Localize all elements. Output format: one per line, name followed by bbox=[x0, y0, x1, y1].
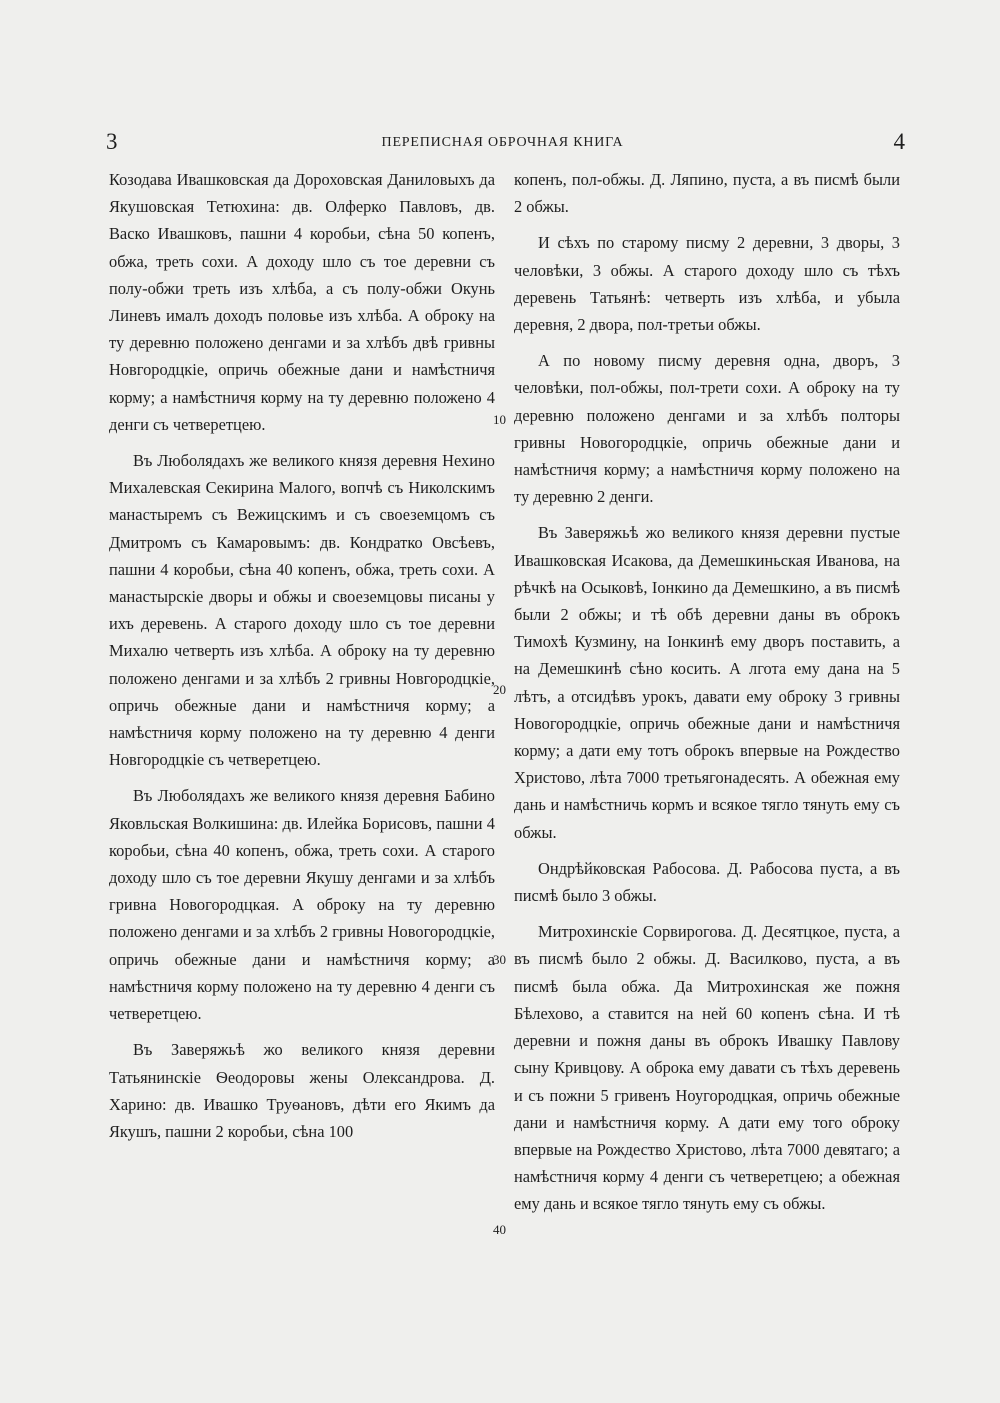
paragraph: Митрохинскіе Сорвирогова. Д. Десятцкое, пуста, а въ писмѣ было 2 обжы. Д. Василково, пуста, а въ писмѣ была обжа. Да Митрохинская же пожня Бѣлехово, а ставится на ней 60 копенъ сѣна. И тѣ деревни и пожня даны въ оброкъ Ивашку Павлову сыну Кривцову. А оброка ему давати съ тѣхъ деревень и съ пожни 5 гривенъ Ноугородцкая, опричь обежные дани и намѣстничя корму. А дати ему того оброку впервые на Рождество Христово, лѣта 7000 девятаго; а намѣстничя корму 4 денги съ четверетцею; а обежная ему дань и всякое тягло тянуть ему съ обжы. bbox=[514, 922, 900, 1214]
left-column bbox=[109, 166, 495, 1154]
page-number-right: 4 bbox=[893, 129, 905, 154]
page-number-left: 3 bbox=[106, 129, 118, 154]
line-number: 10 bbox=[493, 412, 506, 427]
running-title: ПЕРЕПИСНАЯ ОБРОЧНАЯ КНИГА bbox=[381, 135, 624, 150]
line-number: 30 bbox=[493, 952, 506, 967]
line-number: 20 bbox=[493, 682, 506, 697]
paragraph: Въ Заверяжьѣ жо великого князя деревни Татьянинскіе Ѳеодоровы жены Олександрова. Д. Харино: дв. Ивашко Труѳановъ, дѣти его Якимъ да Якушъ, пашни 2 коробьи, сѣна 100 bbox=[109, 1040, 495, 1141]
paragraph: Въ Заверяжьѣ жо великого князя деревни пустые Ивашковская Исакова, да Демешкиньская Иванова, на рѣчкѣ на Осыковѣ, Іонкино да Демешкино, а въ писмѣ были 2 обжы; и тѣ обѣ деревни даны въ оброкъ Тимохѣ Кузмину, на Іонкинѣ ему дворъ поставить, а на Демешкинѣ сѣно косить. А лгота ему дана на 5 лѣтъ, а отсидѣвъ урокъ, давати ему оброку 3 гривны Новогородцкіе, опричь обежные дани и намѣстничя корму; а дати ему тотъ оброкъ впервые на Рождество Христово, лѣта 7000 третьягонадесять. А обежная ему дань и намѣстничь кормъ и всякое тягло тянуть ему съ обжы. bbox=[514, 523, 900, 842]
right-column bbox=[514, 166, 900, 1227]
line-number: 40 bbox=[493, 1222, 506, 1237]
paragraph: копенъ, пол-обжы. Д. Ляпино, пуста, а въ писмѣ были 2 обжы. bbox=[514, 170, 900, 217]
paragraph: Ондрѣйковская Рабосова. Д. Рабосова пуста, а въ писмѣ было 3 обжы. bbox=[514, 858, 900, 906]
paragraph: Въ Люболядахъ же великого князя деревня Бабино Яковльская Волкишина: дв. Илейка Борисовъ, пашни 4 коробьи, сѣна 40 копенъ, обжа, треть сохи. А старого доходу шло съ тое деревни Якушу денгами и за хлѣбъ гривна Новогородцкая. А оброку на ту деревню положено денгами и за хлѣбъ 2 гривны Новогородцкіе, опричь обежные дани и намѣстничя корму; а намѣстничя корму положено на ту деревню 4 денги съ четверетцею. bbox=[109, 786, 495, 1024]
paragraph: Въ Люболядахъ же великого князя деревня Нехино Михалевская Секирина Малого, вопчѣ съ Николскимъ манастыремъ съ Вежицскимъ и съ своеземцомъ съ Дмитромъ съ Камаровымъ: дв. Кондратко Овсѣевъ, пашни 4 коробьи, сѣна 40 копенъ, обжа, треть сохи. А манастырскіе дворы и обжы и своеземцовы писаны у ихъ деревень. А старого доходу шло съ тое деревни Михалю четверть изъ хлѣба. А оброку на ту деревню положено денгами и за хлѣбъ 2 гривны Новгородцкіе, опричь обежные дани и намѣстничя корму; а намѣстничя корму положено на ту деревню 4 денги Новгородцкіе съ четверетцею. bbox=[109, 451, 495, 770]
paragraph: И сѣхъ по старому писму 2 деревни, 3 дворы, 3 человѣки, 3 обжы. А старого доходу шло съ тѣхъ деревень Татьянѣ: четверть изъ хлѣба, и убыла деревня, 2 двора, пол-третьи обжы. bbox=[514, 233, 900, 335]
paragraph: А по новому писму деревня одна, дворъ, 3 человѣки, пол-обжы, пол-трети сохи. А оброку на ту деревню положено денгами и за хлѣбъ полторы гривны Новогородцкіе, опричь обежные дани и намѣстничя корму; а намѣстничя корму положено на ту деревню 2 денги. bbox=[514, 351, 900, 507]
page-header bbox=[100, 128, 905, 158]
paragraph: Козодава Ивашковская да Дороховская Даниловыхъ да Якушовская Тетюхина: дв. Олферко Павловъ, дв. Васко Ивашковъ, пашни 4 коробьи, сѣна 50 копенъ, обжа, треть сохи. А доходу шло съ тое деревни съ полу-обжи треть изъ хлѣба, а съ полу-обжи Окунь Линевъ ималъ доходъ половье изъ хлѣба. А оброку на ту деревню положено денгами и за хлѣбъ двѣ гривны Новгородцкіе, опричь обежные дани и намѣстничя корму; а намѣстничя корму на ту деревню положено 4 денги съ четверетцею. bbox=[109, 170, 495, 434]
